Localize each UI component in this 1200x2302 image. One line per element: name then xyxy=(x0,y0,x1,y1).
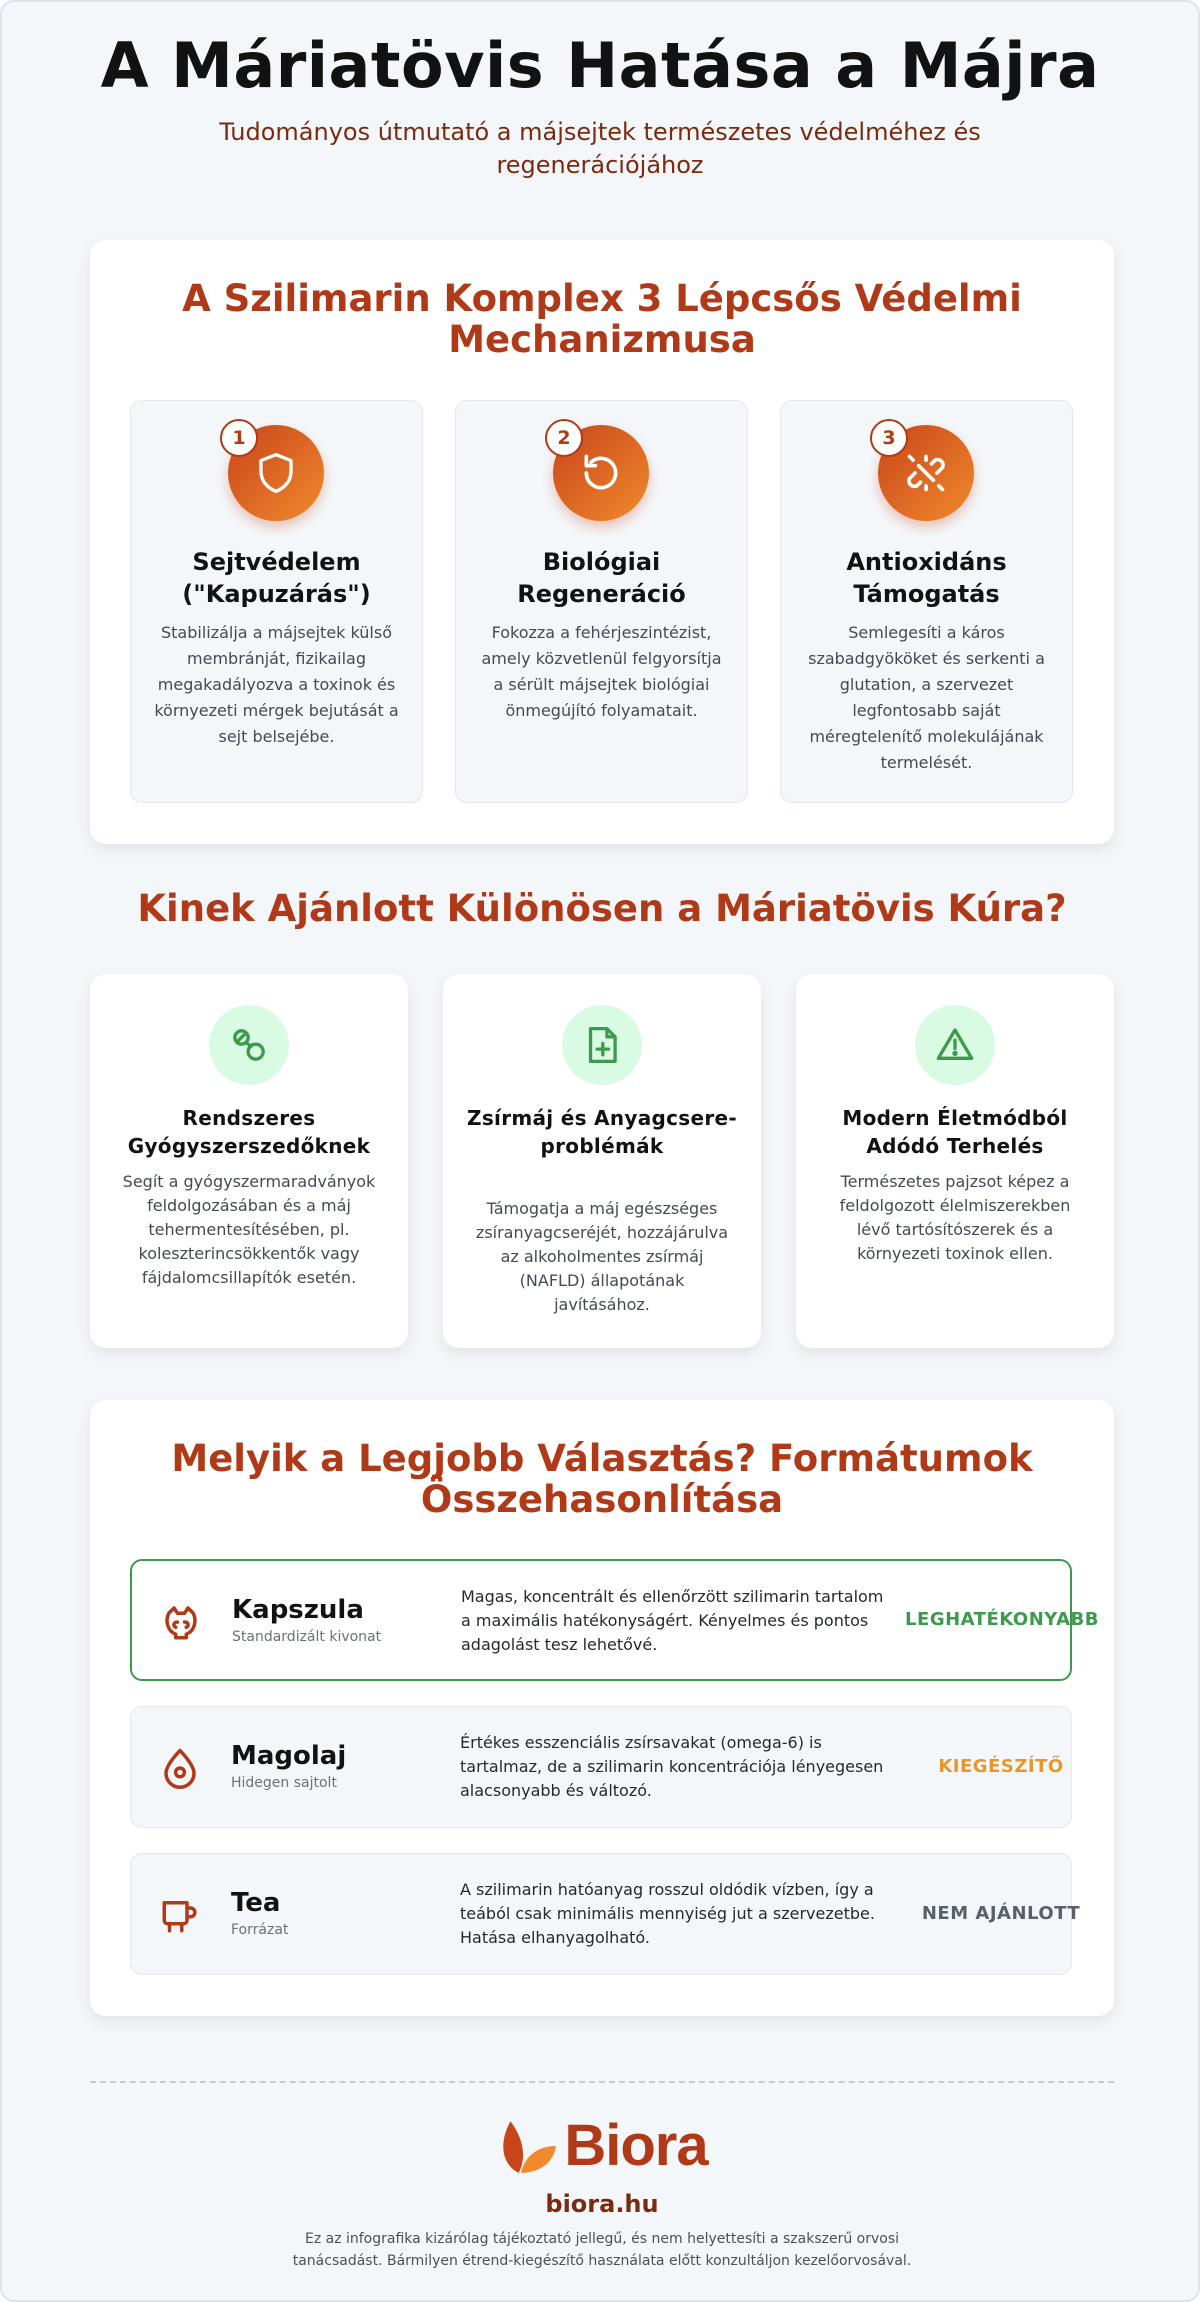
format-row-tea xyxy=(130,1853,1081,1975)
footer-logo xyxy=(2,2112,1200,2179)
format-name: Tea xyxy=(231,1888,281,1918)
pills-icon xyxy=(209,1005,289,1085)
audience-card-medication xyxy=(90,974,408,1348)
format-subtitle: Standardizált kivonat xyxy=(232,1629,382,1645)
formats-title: Melyik a Legjobb Választás? Formátumok Összehasonlítása xyxy=(171,1437,1033,1521)
page-title: A Máriatövis Hatása a Májra xyxy=(100,29,1100,102)
warning-icon xyxy=(915,1005,995,1085)
footer-disclaimer: Ez az infografika kizárólag tájékoztató jellegű, és nem helyettesíti a szakszerű orvosi tanácsadást. Bármilyen étrend-kiegészítő használata előtt konzultáljon kezelőorvosával. xyxy=(292,2231,912,2269)
audience-title: Kinek Ajánlott Különösen a Máriatövis Kúra? xyxy=(137,887,1067,930)
mechanism-card-antioxidant xyxy=(780,400,1073,803)
audience-item-title: Rendszeres Gyógyszerszedőknek xyxy=(127,1106,371,1158)
capsule-icon xyxy=(160,1601,202,1643)
audience-card-fatty-liver xyxy=(443,974,761,1348)
mechanism-item-title: Antioxidáns Támogatás xyxy=(846,548,1007,608)
format-badge: KIEGÉSZÍTŐ xyxy=(938,1756,1064,1777)
step-number-badge: 2 xyxy=(545,419,583,457)
format-subtitle: Hidegen sajtolt xyxy=(231,1775,337,1791)
audience-item-desc: Természetes pajzsot képez a feldolgozott élelmiszerekben lévő tartósítószerek és a környezeti toxinok ellen. xyxy=(839,1172,1071,1263)
mechanism-card-cell-protection xyxy=(130,400,423,803)
mechanism-item-title: Biológiai Regeneráció xyxy=(517,548,686,608)
audience-item-title: Zsírmáj és Anyagcsere-problémák xyxy=(467,1106,737,1158)
medical-file-icon xyxy=(562,1005,642,1085)
audience-item-desc: Támogatja a máj egészséges zsíranyagcseréjét, hozzájárulva az alkoholmentes zsírmáj (NAFLD) állapotának javításához. xyxy=(475,1199,729,1314)
mechanism-item-title: Sejtvédelem ("Kapuzárás") xyxy=(182,548,371,608)
formats-section xyxy=(90,1400,1114,2016)
mechanism-item-desc: Semlegesíti a káros szabadgyököket és serkenti a glutation, a szervezet legfontosabb saját méregtelenítő molekulájának termelését. xyxy=(808,623,1045,772)
step-number-badge: 3 xyxy=(870,419,908,457)
format-description: Magas, koncentrált és ellenőrzött szilimarin tartalom a maximális hatékonyságért. Kényelmes és pontos adagolást tesz lehetővé. xyxy=(461,1587,884,1654)
tea-cup-icon xyxy=(159,1894,201,1936)
audience-item-desc: Segít a gyógyszermaradványok feldolgozásában és a máj tehermentesítésében, pl. koleszterincsökkentők vagy fájdalomcsillapítók esetén. xyxy=(122,1172,376,1287)
page-subtitle: Tudományos útmutató a májsejtek természetes védelméhez és regenerációjához xyxy=(219,118,981,179)
audience-item-title: Modern Életmódból Adódó Terhelés xyxy=(842,1106,1068,1158)
header xyxy=(2,2,1198,182)
format-description: Értékes esszenciális zsírsavakat (omega-6) is tartalmaz, de a szilimarin koncentrációja lényegesen alacsonyabb és változó. xyxy=(460,1733,884,1800)
mechanism-card-regeneration xyxy=(455,400,748,803)
audience-card-lifestyle xyxy=(796,974,1114,1348)
mechanism-item-desc: Stabilizálja a májsejtek külső membránját, fizikailag megakadályozva a toxinok és környezeti mérgek bejutását a sejt belsejébe. xyxy=(154,623,399,746)
logo-wordmark: Biora xyxy=(564,2113,708,2178)
format-name: Magolaj xyxy=(231,1741,347,1771)
format-row-capsule xyxy=(130,1559,1099,1681)
step-number-badge: 1 xyxy=(220,419,258,457)
mechanism-section xyxy=(90,240,1114,844)
mechanism-title: A Szilimarin Komplex 3 Lépcsős Védelmi Mechanizmusa xyxy=(182,277,1022,361)
mechanism-item-desc: Fokozza a fehérjeszintézist, amely közvetlenül felgyorsítja a sérült májsejtek biológiai önmegújító folyamatait. xyxy=(481,623,722,720)
format-subtitle: Forrázat xyxy=(231,1922,289,1938)
format-badge: NEM AJÁNLOTT xyxy=(921,1903,1081,1924)
footer-divider xyxy=(90,2081,1114,2083)
format-row-oil xyxy=(130,1706,1072,1828)
oil-drop-icon xyxy=(159,1747,201,1789)
format-description: A szilimarin hatóanyag rosszul oldódik vízben, így a teából csak minimális mennyiség jut a szervezetbe. Hatása elhanyagolható. xyxy=(460,1880,875,1947)
footer-url-link[interactable]: biora.hu xyxy=(545,2190,659,2218)
format-badge: LEGHATÉKONYABB xyxy=(905,1609,1099,1630)
leaf-logo-icon xyxy=(496,2115,558,2177)
format-name: Kapszula xyxy=(232,1595,364,1625)
